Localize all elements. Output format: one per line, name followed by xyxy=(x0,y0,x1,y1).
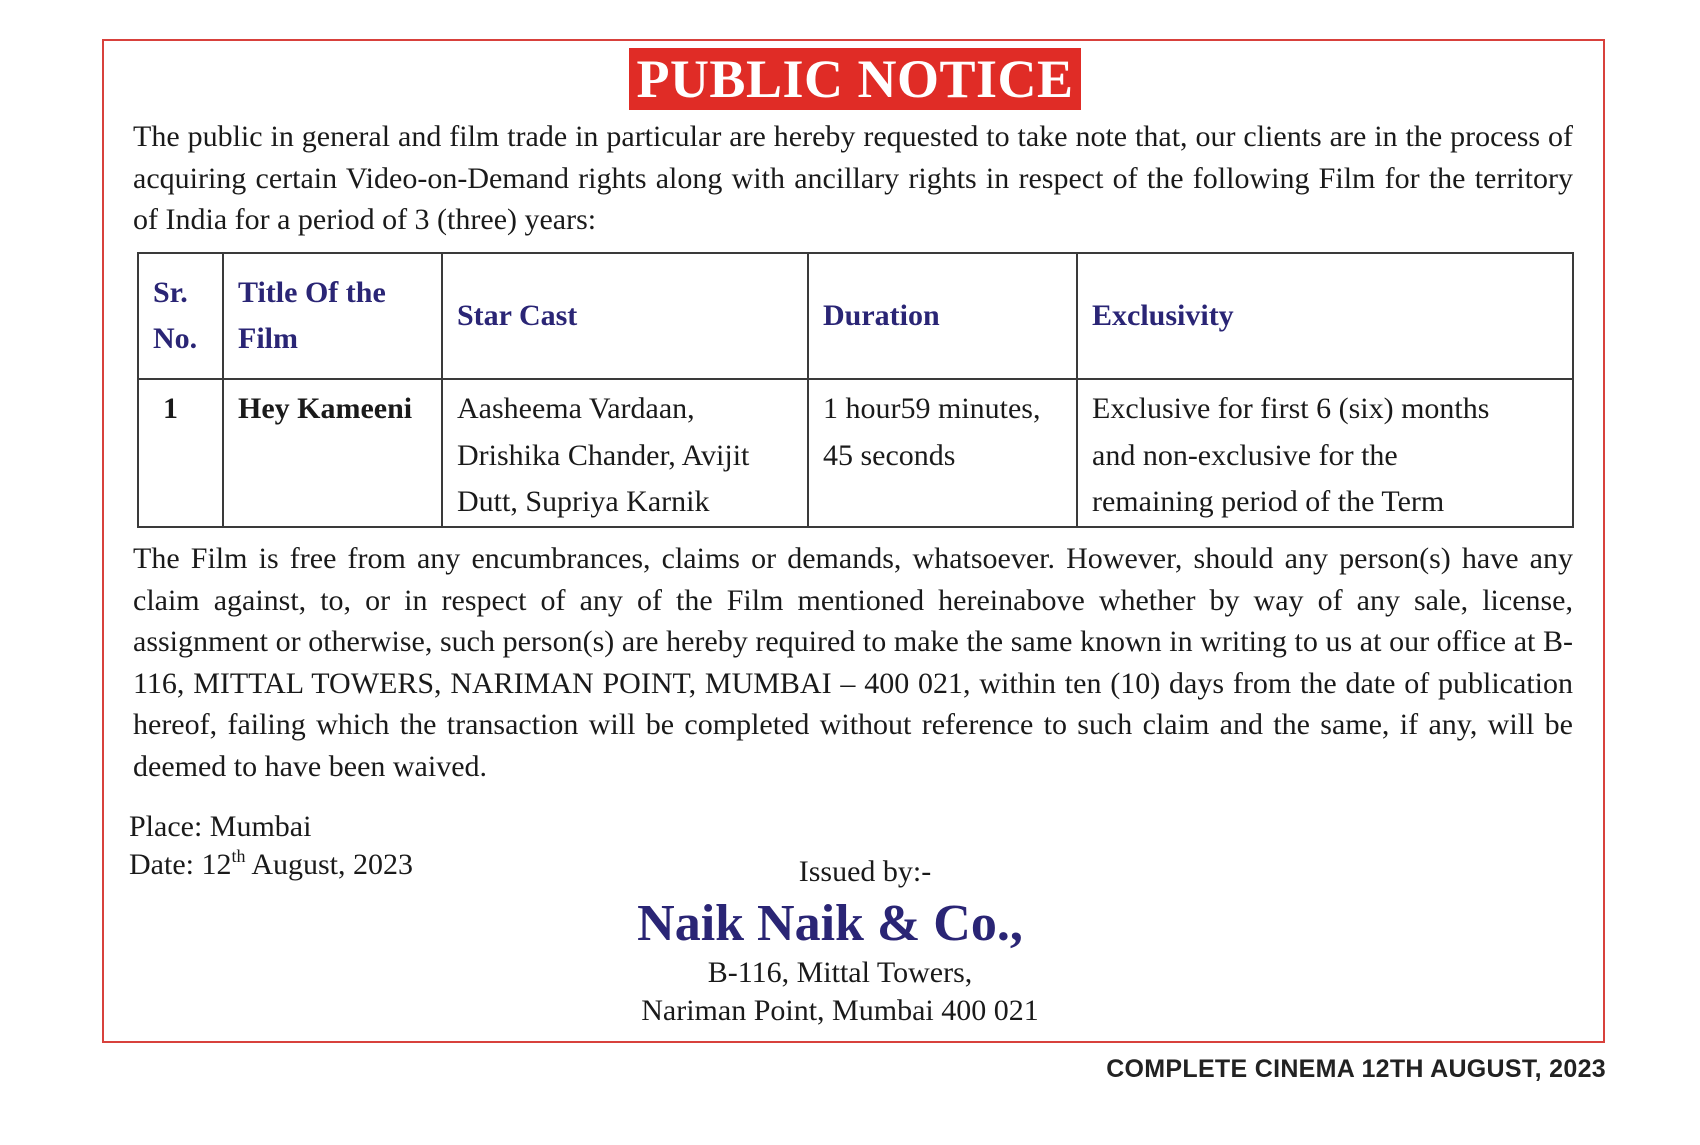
header-star-cast: Star Cast xyxy=(442,253,808,379)
issued-by-label: Issued by:- xyxy=(798,855,932,888)
publication-credit: COMPLETE CINEMA 12TH AUGUST, 2023 xyxy=(1106,1055,1606,1083)
header-exclusivity: Exclusivity xyxy=(1077,253,1573,379)
date-prefix: Date: 12 xyxy=(129,848,232,881)
cell-duration xyxy=(808,379,1077,527)
date-suffix: August, 2023 xyxy=(245,848,414,881)
date-line xyxy=(129,846,413,884)
header-sr-line-2: No. xyxy=(153,322,198,355)
header-duration: Duration xyxy=(808,253,1077,379)
duration-line-1: 1 hour59 minutes, xyxy=(823,392,1041,425)
exclusivity-line-1: Exclusive for first 6 (six) months xyxy=(1092,392,1490,425)
intro-paragraph: The public in general and film trade in particular are hereby requested to take note that, our clients are in the process of acquiring certain Video-on-Demand rights along with ancillary rights in respect of the following Film for the territory of India for a period of 3 (three) years: xyxy=(133,120,1573,236)
table-row xyxy=(138,379,1573,527)
cell-film-title: Hey Kameeni xyxy=(223,379,442,527)
header-film-title xyxy=(223,253,442,379)
cell-star-cast xyxy=(442,379,808,527)
header-sr-line-1: Sr. xyxy=(153,276,188,309)
date-ordinal: th xyxy=(231,846,246,866)
duration-line-2: 45 seconds xyxy=(823,438,956,472)
place-line: Place: Mumbai xyxy=(129,810,312,843)
notice-title: PUBLIC NOTICE xyxy=(629,48,1081,110)
cast-line-2: Drishika Chander, Avijit xyxy=(457,438,750,472)
exclusivity-line-3: remaining period of the Term xyxy=(1092,485,1445,518)
cell-exclusivity xyxy=(1077,379,1573,527)
firm-name: Naik Naik & Co., xyxy=(637,895,1023,952)
firm-address-line-1: B-116, Mittal Towers, xyxy=(707,956,973,989)
table-header-row xyxy=(138,253,1573,379)
header-sr-no xyxy=(138,253,223,379)
header-title-line-2: Film xyxy=(238,322,298,355)
header-title-line-1: Title Of the xyxy=(238,276,386,309)
cast-line-3: Dutt, Supriya Karnik xyxy=(457,485,710,518)
exclusivity-line-2: and non-exclusive for the xyxy=(1092,438,1398,472)
issuer-block xyxy=(560,852,1130,1030)
place-date-block xyxy=(129,808,413,884)
firm-address-line-2: Nariman Point, Mumbai 400 021 xyxy=(641,994,1039,1027)
cast-line-1: Aasheema Vardaan, xyxy=(457,392,695,425)
cell-sr-no: 1 xyxy=(138,379,223,527)
claims-paragraph: The Film is free from any encumbrances, claims or demands, whatsoever. However, should any person(s) have any claim against, to, or in respect of any of the Film mentioned hereinabove whether by way of any sale, license, assignment or otherwise, such person(s) are hereby required to make the same known in writing to us at our office at B-116, MITTAL TOWERS, NARIMAN POINT, MUMBAI – 400 021, within ten (10) days from the date of publication hereof, failing which the transaction will be completed without reference to such claim and the same, if any, will be deemed to have been waived. xyxy=(133,542,1573,783)
film-table xyxy=(137,252,1574,528)
